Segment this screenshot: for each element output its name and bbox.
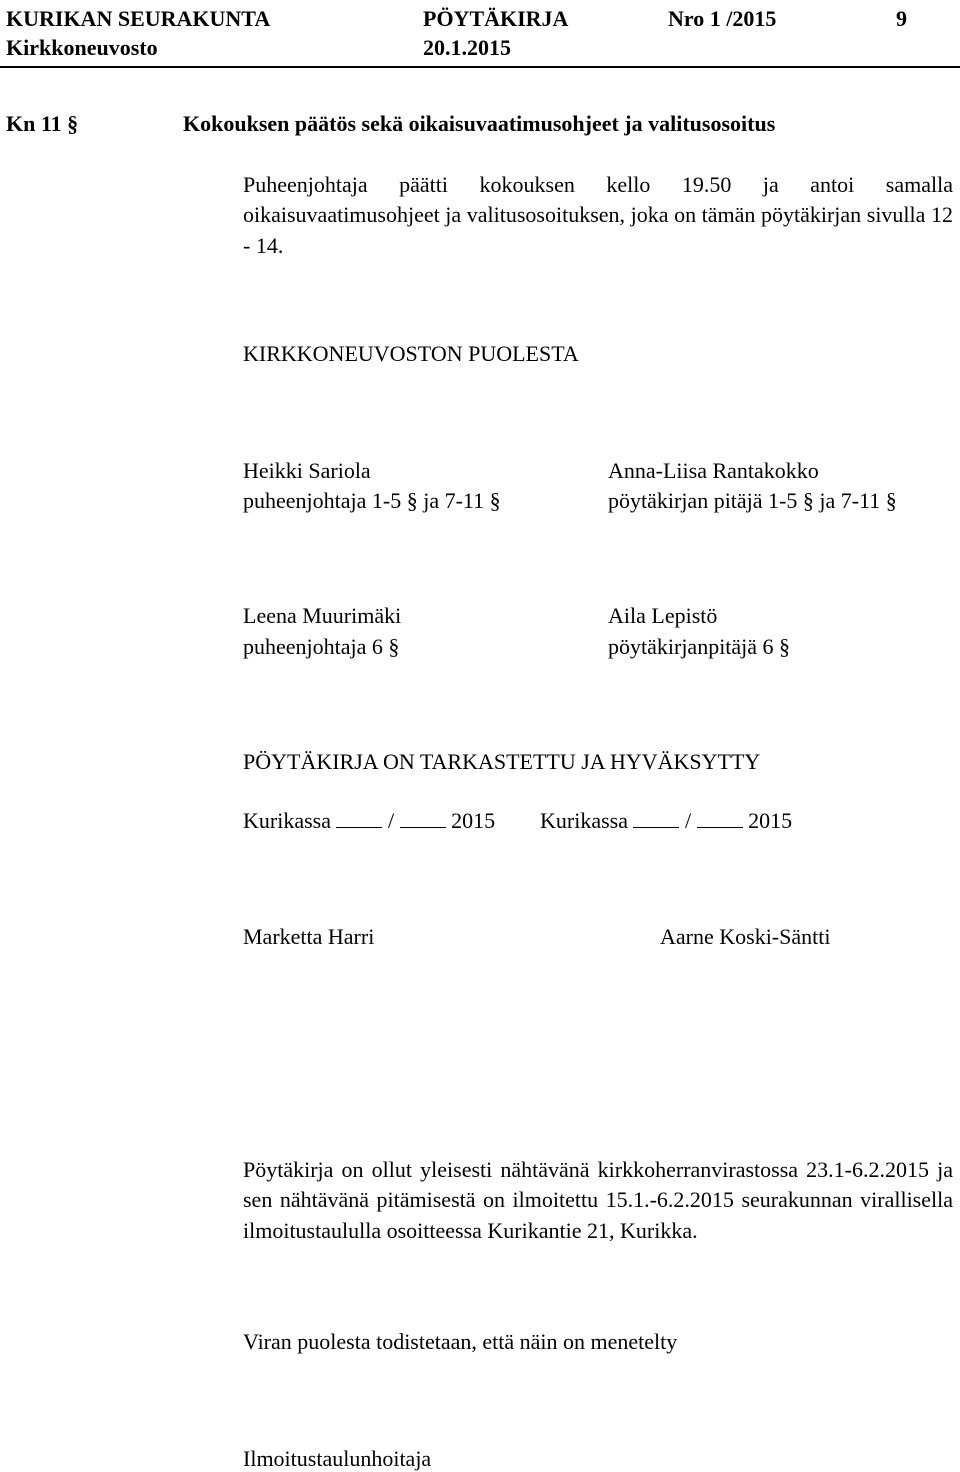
signer-name: Leena Muurimäki <box>243 603 402 628</box>
inspector-name: Aarne Koski-Säntti <box>660 924 831 949</box>
section-number: Kn 11 § <box>6 111 79 136</box>
signer-role: pöytäkirjanpitäjä 6 § <box>608 634 791 659</box>
signer-role-notice: Ilmoitustaulunhoitaja <box>243 1446 432 1471</box>
signer-role: puheenjohtaja 1-5 § ja 7-11 § <box>243 488 501 513</box>
date-day-blank <box>336 809 382 828</box>
approval-date-right <box>540 809 792 832</box>
date-place: Kurikassa <box>243 808 331 833</box>
date-slash: / <box>387 808 395 833</box>
inspector-name: Marketta Harri <box>243 924 375 949</box>
date-year: 2015 <box>451 808 496 833</box>
header-page-number: 9 <box>896 6 907 31</box>
signer-name: Aila Lepistö <box>608 603 718 628</box>
header-number: Nro 1 /2015 <box>668 6 777 31</box>
header-org: KURIKAN SEURAKUNTA <box>6 6 271 31</box>
signer-name: Anna-Liisa Rantakokko <box>608 458 819 483</box>
header-doc-type: PÖYTÄKIRJA <box>423 6 569 31</box>
date-day-blank <box>633 809 679 828</box>
date-month-blank <box>400 809 446 828</box>
approval-heading: PÖYTÄKIRJA ON TARKASTETTU JA HYVÄKSYTTY <box>243 749 761 774</box>
header-rule <box>0 66 960 68</box>
section-body: Puheenjohtaja päätti kokouksen kello 19.50 ja antoi samalla oikaisuvaatimusohjeet ja valitusosoituksen, joka on tämän pöytäkirjan sivulla 12 - 14. <box>243 172 953 258</box>
approval-date-left <box>243 809 495 832</box>
signer-role: pöytäkirjan pitäjä 1-5 § ja 7-11 § <box>608 488 897 513</box>
signatures-heading: KIRKKONEUVOSTON PUOLESTA <box>243 341 579 366</box>
date-month-blank <box>697 809 743 828</box>
date-year: 2015 <box>748 808 793 833</box>
date-place: Kurikassa <box>540 808 628 833</box>
signer-role: puheenjohtaja 6 § <box>243 634 400 659</box>
signer-name: Heikki Sariola <box>243 458 371 483</box>
header-date: 20.1.2015 <box>423 35 511 60</box>
notice-body: Pöytäkirja on ollut yleisesti nähtävänä kirkkoherranvirastossa 23.1-6.2.2015 ja sen nähtävänä pitämisestä on ilmoitettu 15.1.-6.2.2015 seurakunnan virallisella ilmoitustaululla osoitteessa Kurikantie 21, Kurikka. <box>243 1157 953 1243</box>
date-slash: / <box>684 808 692 833</box>
section-title: Kokouksen päätös sekä oikaisuvaatimusohjeet ja valitusosoitus <box>183 111 776 136</box>
header-body: Kirkkoneuvosto <box>6 35 158 60</box>
attestation-text: Viran puolesta todistetaan, että näin on menetelty <box>243 1329 678 1354</box>
